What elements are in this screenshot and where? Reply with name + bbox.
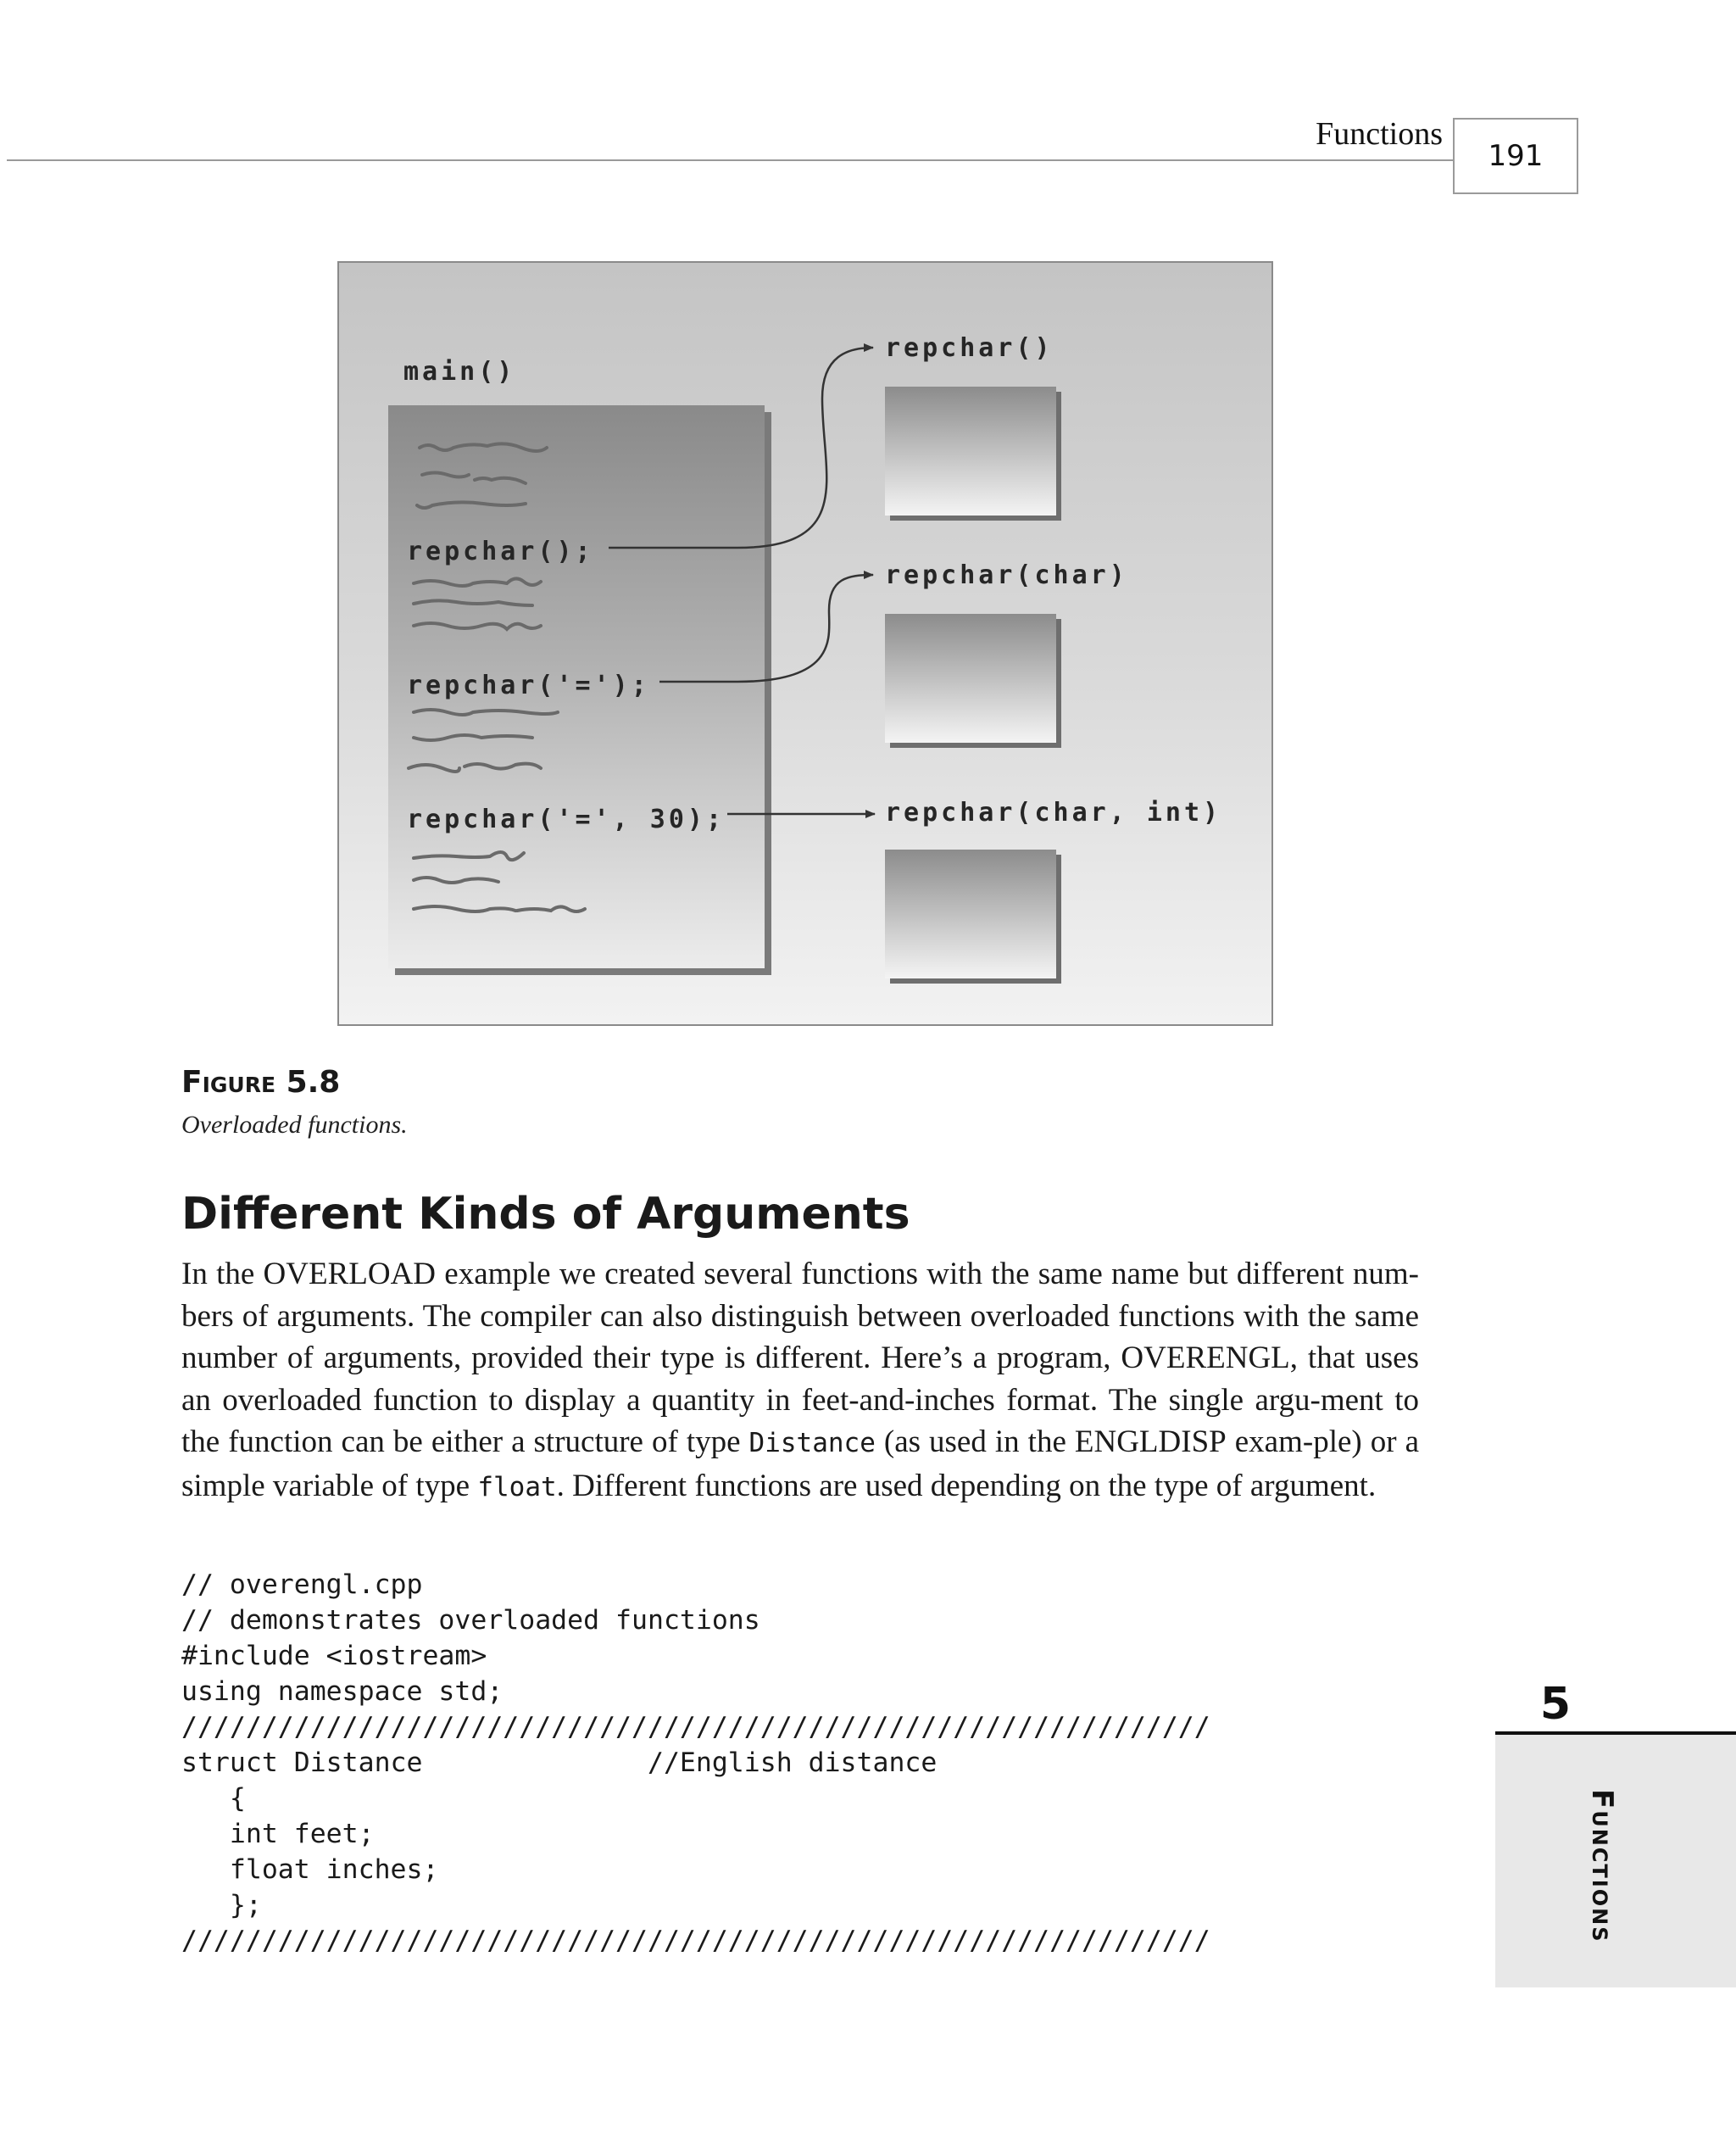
header-rule	[7, 159, 1453, 161]
body-text: exam-ple) or a simple variable of type	[181, 1424, 1419, 1503]
function-label: repchar(char)	[885, 560, 1128, 590]
body-text: In the	[181, 1257, 264, 1291]
function-box	[885, 614, 1056, 743]
page-number: 191	[1488, 139, 1544, 173]
code-listing: // overengl.cpp // demonstrates overloaded functions #include <iostream> using namespace std; //////////////////////////////////////////////////////////////// struct Distance //English distance { int feet; float inches; }; ////////////////////////////////////////////////////////////////	[181, 1569, 1210, 1956]
program-name-overload: OVERLOAD	[263, 1257, 437, 1291]
figure-overloaded-functions	[337, 261, 1273, 1026]
inline-code-float: float	[477, 1471, 557, 1502]
body-text: , that uses an overloaded function to display a quantity in feet-and-inches format. The single argu-ment to the function can be either a structure of type	[181, 1341, 1419, 1460]
function-box	[885, 850, 1056, 978]
inline-code-distance: Distance	[748, 1428, 876, 1459]
figure-diagram	[339, 263, 1271, 1024]
program-name-overengl: OVERENGL	[1121, 1341, 1290, 1376]
program-name-engldisp: ENGLDISP	[1074, 1424, 1227, 1460]
body-text: example we created several functions with the same name but different num-bers of arguments. The compiler can also distinguish between overloaded functions with the same number of arguments, provided their type is different. Here’s a program,	[181, 1257, 1419, 1376]
main-label: main()	[403, 357, 516, 387]
chapter-number: 5	[1539, 1679, 1572, 1730]
function-box	[885, 387, 1056, 516]
body-text: (as used in the	[875, 1424, 1075, 1460]
call-label: repchar('=', 30);	[407, 805, 726, 834]
function-label: repchar()	[885, 333, 1054, 363]
page-number-box	[1453, 118, 1578, 194]
body-paragraph	[181, 1253, 1419, 1509]
figure-caption: Overloaded functions.	[181, 1111, 408, 1139]
figure-label: Figure 5.8	[181, 1065, 341, 1100]
chapter-title: Functions	[1585, 1789, 1619, 1943]
function-label: repchar(char, int)	[885, 798, 1222, 828]
body-text: . Different functions are used depending on the type of argument.	[556, 1468, 1377, 1503]
call-label: repchar();	[407, 537, 594, 566]
thumb-tab-rule	[1495, 1731, 1736, 1735]
section-heading: Different Kinds of Arguments	[181, 1189, 910, 1240]
call-label: repchar('=');	[407, 671, 650, 700]
running-head: Functions	[1316, 116, 1443, 152]
